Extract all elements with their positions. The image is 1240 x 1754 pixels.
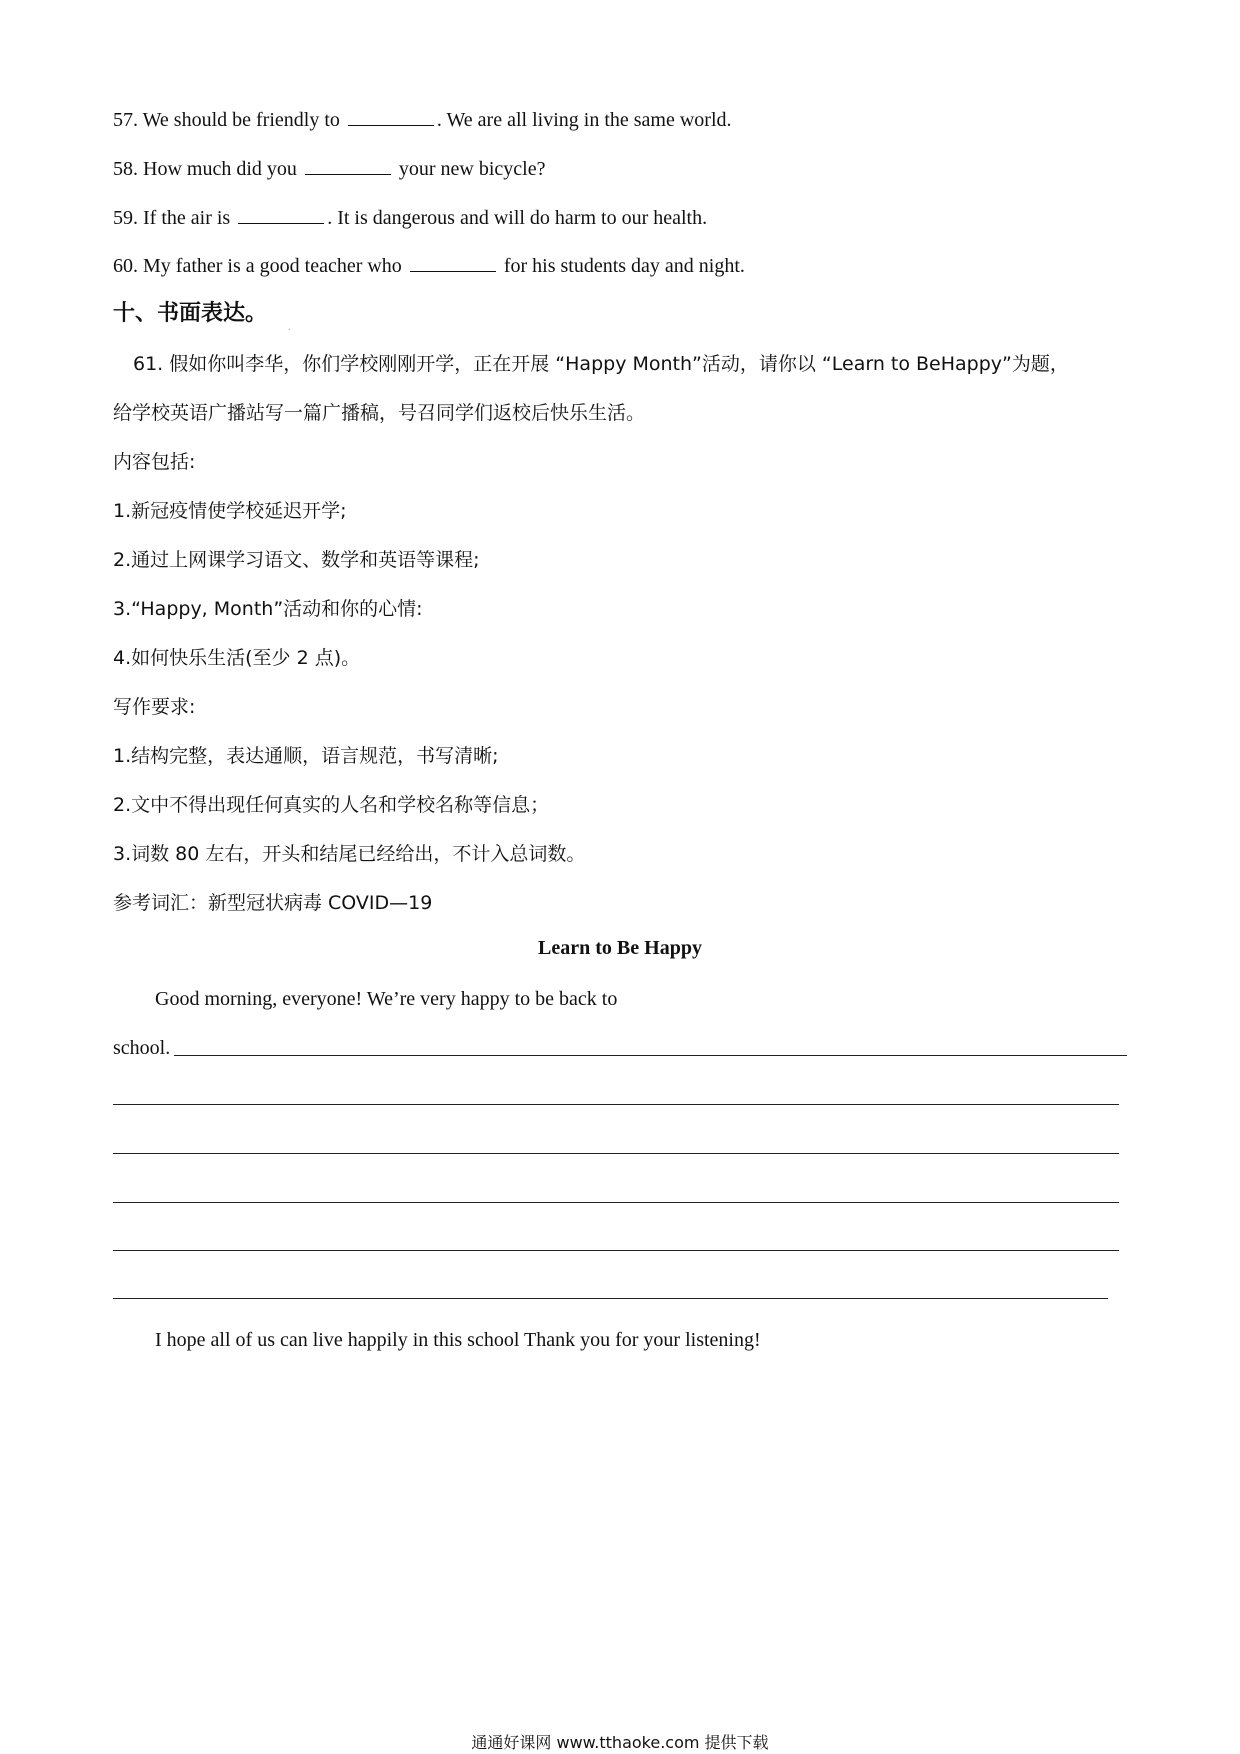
content-item-2: 2.通过上网课学习语文、数学和英语等课程;	[113, 549, 480, 571]
vocabulary-note: 参考词汇：新型冠状病毒 COVID—19	[113, 892, 433, 914]
requirement-item-3: 3.词数 80 左右，开头和结尾已经给出，不计入总词数。	[113, 843, 586, 865]
content-label: 内容包括:	[113, 451, 196, 473]
requirements-label: 写作要求:	[113, 696, 196, 718]
question-number: 59.	[113, 207, 138, 229]
content-item-4: 4.如何快乐生活(至少 2 点)。	[113, 647, 361, 669]
question-text-before: If the air is	[143, 207, 231, 229]
page-footer: 通通好课网 www.tthaoke.com 提供下载	[471, 1733, 769, 1752]
writing-line[interactable]	[113, 1104, 1119, 1105]
question-number: 57.	[113, 109, 138, 131]
question-number: 58.	[113, 158, 138, 180]
question-60	[113, 253, 745, 279]
content-item-3: 3.“Happy, Month”活动和你的心情:	[113, 598, 423, 620]
writing-line[interactable]	[113, 1202, 1119, 1203]
essay-closing: I hope all of us can live happily in this school Thank you for your listening!	[155, 1329, 761, 1351]
essay-opening: Good morning, everyone! We’re very happy to be back to	[155, 988, 618, 1010]
essay-opening-continued: school.	[113, 1037, 171, 1059]
writing-line[interactable]	[174, 1055, 1127, 1056]
question-text-before: How much did you	[143, 158, 297, 180]
question-59	[113, 205, 707, 231]
question-text-after: for his students day and night.	[503, 255, 745, 277]
question-text-before: We should be friendly to	[142, 109, 340, 131]
question-57	[113, 107, 732, 133]
question-text-after: . It is dangerous and will do harm to our health.	[327, 207, 708, 229]
writing-line[interactable]	[113, 1153, 1119, 1154]
writing-line[interactable]	[113, 1298, 1108, 1299]
essay-title: Learn to Be Happy	[538, 937, 702, 959]
prompt-line-1: 61. 假如你叫李华，你们学校刚刚开学，正在开展 “Happy Month”活动，请你以 “Learn to BeHappy”为题，	[133, 353, 1069, 375]
question-text-before: My father is a good teacher who	[143, 255, 402, 277]
answer-blank[interactable]	[410, 253, 496, 272]
answer-blank[interactable]	[348, 107, 434, 126]
requirement-item-1: 1.结构完整，表达通顺，语言规范，书写清晰;	[113, 745, 499, 767]
question-number: 60.	[113, 255, 138, 277]
content-item-1: 1.新冠疫情使学校延迟开学;	[113, 500, 347, 522]
question-58	[113, 156, 546, 182]
answer-blank[interactable]	[238, 205, 324, 224]
prompt-line-2: 给学校英语广播站写一篇广播稿，号召同学们返校后快乐生活。	[113, 402, 646, 424]
question-text-after: . We are all living in the same world.	[436, 109, 732, 131]
answer-blank[interactable]	[305, 156, 391, 175]
question-text-after: your new bicycle?	[398, 158, 546, 180]
section-heading: 十、书面表达。	[113, 301, 268, 326]
requirement-item-2: 2.文中不得出现任何真实的人名和学校名称等信息；	[113, 794, 550, 816]
writing-line[interactable]	[113, 1250, 1119, 1251]
stray-mark: .	[288, 322, 291, 333]
